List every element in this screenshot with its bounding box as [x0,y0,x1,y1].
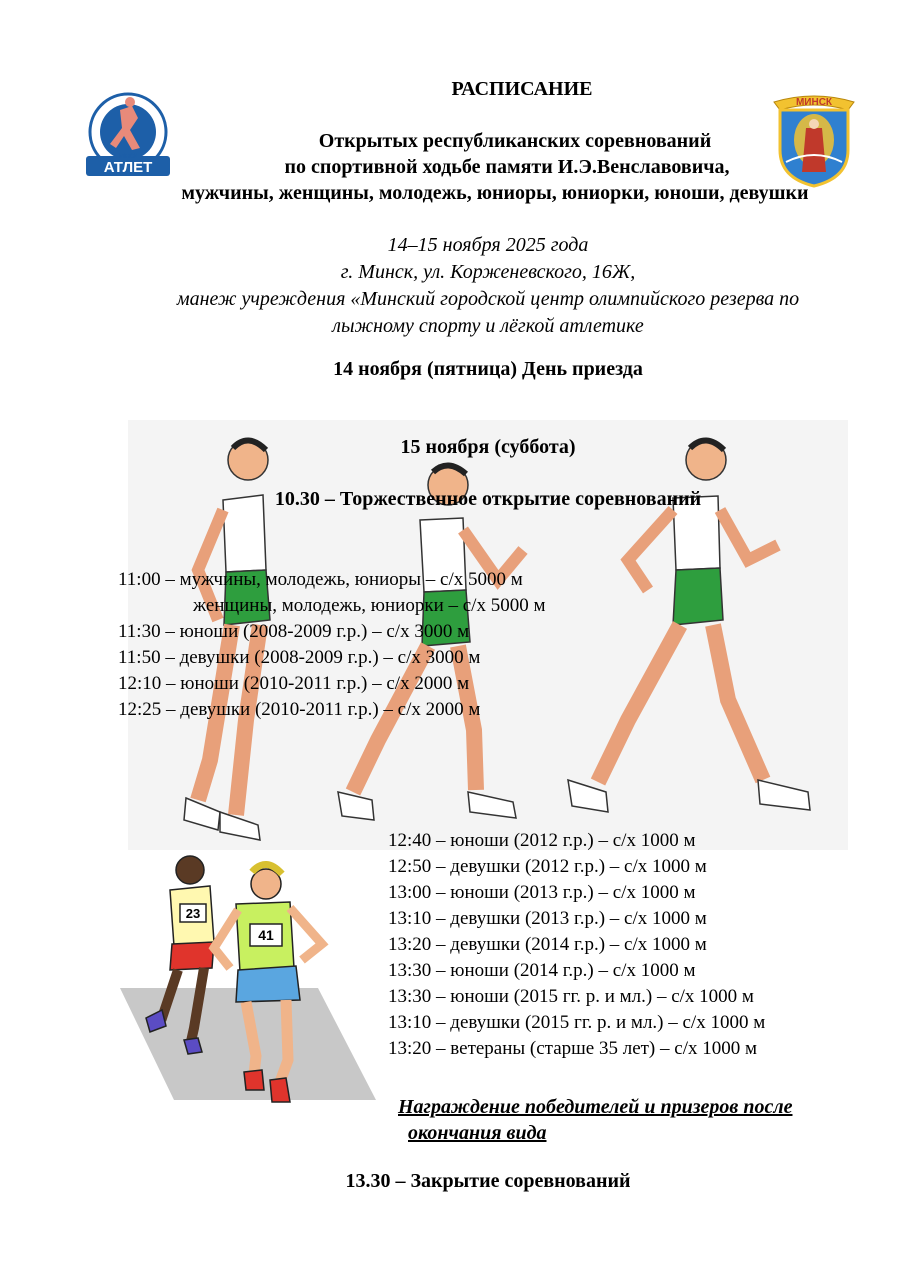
schedule-item-text: женщины, молодежь, юниорки – с/х 5000 м [193,595,546,616]
minsk-logo-text: МИНСК [795,97,833,108]
schedule-item: 12:40 – юноши (2012 г.р.) – с/х 1000 м [388,830,696,851]
schedule-item: 11:00 – мужчины, молодежь, юниоры – с/х 5000 м [118,569,523,590]
runners-illustration [118,850,380,1108]
atlet-logo-text: АТЛЕТ [103,159,153,176]
subtitle-line: мужчины, женщины, молодежь, юниоры, юниорки, юноши, девушки [181,182,809,204]
bib-number: 41 [258,927,274,943]
subtitle-line: по спортивной ходьбе памяти И.Э.Венславовича, [284,156,730,178]
closing-ceremony: 13.30 – Закрытие соревнований [345,1170,631,1192]
day2-heading: 15 ноября (суббота) [400,436,576,458]
event-info [100,232,876,340]
schedule-item: 11:50 – девушки (2008-2009 г.р.) – с/х 3000 м [118,647,481,668]
schedule-item: 13:30 – юноши (2014 г.р.) – с/х 1000 м [388,960,696,981]
schedule-item: 11:30 – юноши (2008-2009 г.р.) – с/х 3000 м [118,621,470,642]
page-title: РАСПИСАНИЕ [451,78,593,100]
award-note [398,1094,858,1146]
schedule-list-bottom [388,828,765,1062]
competition-subtitle [100,128,890,206]
schedule-item: 13:10 – девушки (2013 г.р.) – с/х 1000 м [388,908,707,929]
schedule-item: 13:30 – юноши (2015 гг. р. и мл.) – с/х 1000 м [388,986,754,1007]
schedule-item: 13:00 – юноши (2013 г.р.) – с/х 1000 м [388,882,696,903]
day1-heading: 14 ноября (пятница) День приезда [333,358,643,380]
schedule-item: 12:50 – девушки (2012 г.р.) – с/х 1000 м [388,856,707,877]
award-line: Награждение победителей и призеров после [398,1096,793,1118]
event-venue-line: лыжному спорту и лёгкой атлетике [332,315,644,337]
event-dates: 14–15 ноября 2025 года [387,234,589,256]
schedule-list-top [118,567,545,723]
subtitle-line: Открытых республиканских соревнований [318,130,712,152]
opening-ceremony: 10.30 – Торжественное открытие соревнований [274,488,702,510]
schedule-item: 12:10 – юноши (2010-2011 г.р.) – с/х 2000 м [118,673,470,694]
schedule-item: 13:20 – ветераны (старше 35 лет) – с/х 1000 м [388,1038,757,1059]
event-venue-line: манеж учреждения «Минский городской центр олимпийского резерва по [176,288,800,310]
schedule-item: 12:25 – девушки (2010-2011 г.р.) – с/х 2000 м [118,699,481,720]
schedule-item: 13:20 – девушки (2014 г.р.) – с/х 1000 м [388,934,707,955]
schedule-item [118,593,545,619]
atlet-logo-small: МІНСК [118,154,138,160]
bib-number: 23 [185,906,201,921]
award-line: окончания вида [408,1122,547,1144]
schedule-item: 13:10 – девушки (2015 гг. р. и мл.) – с/х 1000 м [388,1012,766,1033]
event-address: г. Минск, ул. Корженевского, 16Ж, [340,261,636,283]
